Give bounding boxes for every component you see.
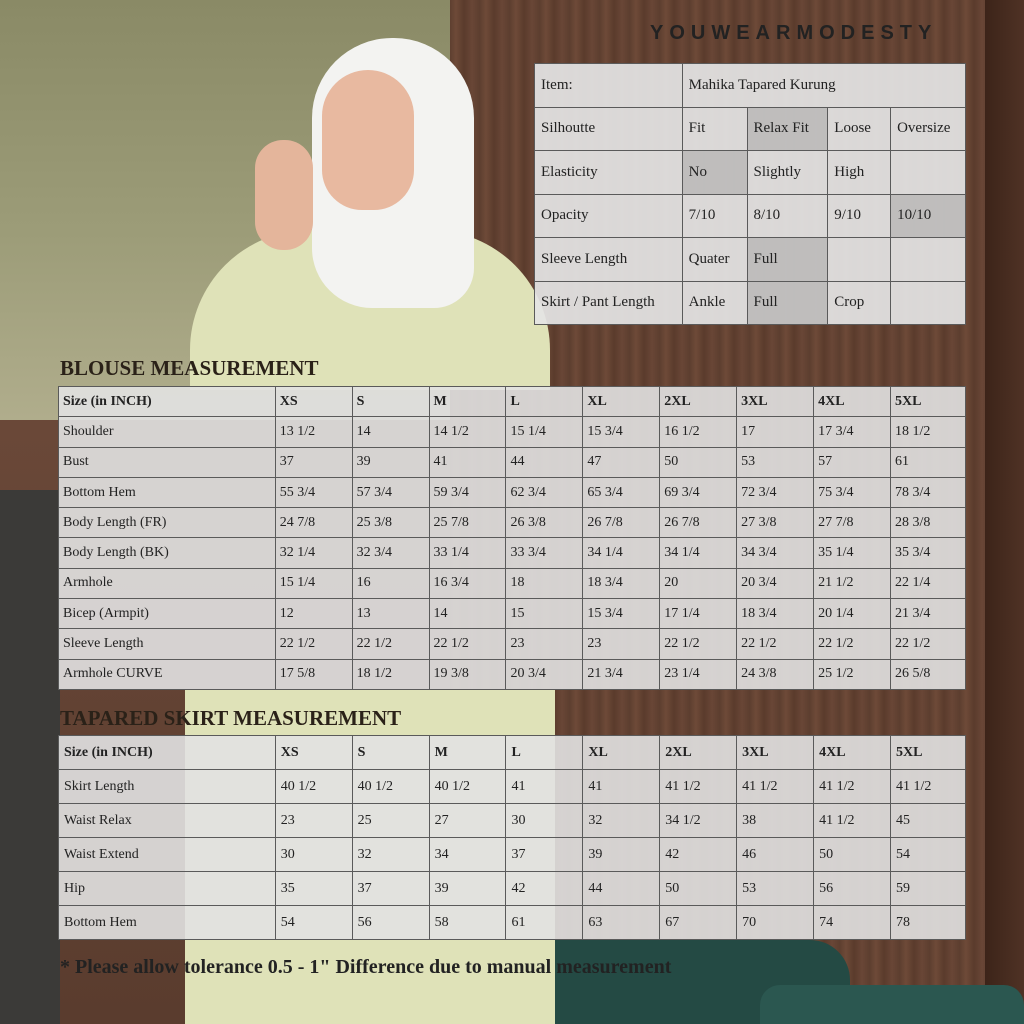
size-column-header: 5XL (891, 736, 966, 770)
measurement-label: Armhole (59, 568, 276, 598)
measurement-value: 24 7/8 (275, 508, 352, 538)
measurement-value: 32 3/4 (352, 538, 429, 568)
table-row (59, 508, 966, 538)
attribute-option: Slightly (747, 151, 828, 195)
measurement-value: 13 (352, 599, 429, 629)
size-column-header: XS (275, 387, 352, 417)
table-header-row (59, 736, 966, 770)
measurement-value: 16 3/4 (429, 568, 506, 598)
measurement-value: 15 3/4 (583, 599, 660, 629)
measurement-value: 22 1/2 (737, 629, 814, 659)
measurement-value: 44 (506, 447, 583, 477)
size-column-header: M (429, 736, 506, 770)
measurement-value: 27 3/8 (737, 508, 814, 538)
attribute-label: Sleeve Length (535, 238, 683, 282)
measurement-value: 32 1/4 (275, 538, 352, 568)
attribute-row (535, 194, 966, 238)
measurement-value: 78 3/4 (890, 477, 965, 507)
attribute-option: Crop (828, 281, 891, 325)
measurement-value: 59 (891, 872, 966, 906)
measurement-label: Body Length (FR) (59, 508, 276, 538)
measurement-value: 25 3/8 (352, 508, 429, 538)
attribute-option: Loose (828, 107, 891, 151)
blouse-section-title: BLOUSE MEASUREMENT (60, 356, 319, 380)
attribute-row (535, 281, 966, 325)
measurement-value: 13 1/2 (275, 417, 352, 447)
measurement-value: 56 (352, 906, 429, 940)
measurement-value: 20 (660, 568, 737, 598)
measurement-value: 41 1/2 (660, 770, 737, 804)
attribute-option (891, 281, 966, 325)
measurement-value: 41 1/2 (814, 770, 891, 804)
measurement-value: 39 (352, 447, 429, 477)
size-column-header: S (352, 387, 429, 417)
measurement-value: 34 3/4 (737, 538, 814, 568)
attribute-label: Elasticity (535, 151, 683, 195)
measurement-label: Bust (59, 447, 276, 477)
measurement-value: 40 1/2 (352, 770, 429, 804)
attribute-value: Mahika Tapared Kurung (682, 64, 965, 108)
measurement-value: 26 5/8 (890, 659, 965, 689)
measurement-value: 22 1/2 (814, 629, 891, 659)
measurement-value: 22 1/2 (890, 629, 965, 659)
measurement-value: 27 (429, 804, 506, 838)
size-column-header: 2XL (660, 387, 737, 417)
measurement-value: 23 (275, 804, 352, 838)
measurement-value: 32 (583, 804, 660, 838)
size-column-header: 4XL (814, 387, 891, 417)
measurement-label: Waist Extend (59, 838, 276, 872)
size-column-header: XS (275, 736, 352, 770)
table-row (59, 659, 966, 689)
measurement-value: 41 1/2 (891, 770, 966, 804)
attribute-row (535, 64, 966, 108)
measurement-value: 16 (352, 568, 429, 598)
measurement-value: 62 3/4 (506, 477, 583, 507)
table-row (59, 417, 966, 447)
measurement-value: 53 (737, 872, 814, 906)
attribute-option (891, 238, 966, 282)
measurement-value: 67 (660, 906, 737, 940)
attribute-option-selected: Relax Fit (747, 107, 828, 151)
measurement-value: 38 (737, 804, 814, 838)
measurement-value: 17 3/4 (814, 417, 891, 447)
measurement-value: 54 (275, 906, 352, 940)
measurement-value: 16 1/2 (660, 417, 737, 447)
measurement-value: 34 1/2 (660, 804, 737, 838)
measurement-value: 39 (429, 872, 506, 906)
size-unit-header: Size (in INCH) (59, 387, 276, 417)
attribute-option: Ankle (682, 281, 747, 325)
attribute-option: Quater (682, 238, 747, 282)
table-row (59, 770, 966, 804)
attribute-option-selected: Full (747, 281, 828, 325)
measurement-value: 28 3/8 (890, 508, 965, 538)
product-attributes-table (534, 63, 966, 325)
measurement-value: 35 1/4 (814, 538, 891, 568)
attribute-row (535, 107, 966, 151)
measurement-value: 18 3/4 (737, 599, 814, 629)
measurement-value: 25 1/2 (814, 659, 891, 689)
table-row (59, 872, 966, 906)
attribute-option-selected: 10/10 (891, 194, 966, 238)
measurement-value: 30 (506, 804, 583, 838)
measurement-value: 34 1/4 (660, 538, 737, 568)
measurement-value: 20 3/4 (506, 659, 583, 689)
measurement-value: 40 1/2 (429, 770, 506, 804)
measurement-value: 34 1/4 (583, 538, 660, 568)
measurement-value: 44 (583, 872, 660, 906)
attribute-option (828, 238, 891, 282)
measurement-value: 61 (890, 447, 965, 477)
table-row (59, 804, 966, 838)
attribute-option-selected: Full (747, 238, 828, 282)
attribute-label: Silhoutte (535, 107, 683, 151)
size-unit-header: Size (in INCH) (59, 736, 276, 770)
table-row (59, 838, 966, 872)
table-row (59, 447, 966, 477)
measurement-value: 69 3/4 (660, 477, 737, 507)
attribute-label: Opacity (535, 194, 683, 238)
measurement-value: 65 3/4 (583, 477, 660, 507)
measurement-value: 20 3/4 (737, 568, 814, 598)
table-header-row (59, 387, 966, 417)
attribute-row (535, 151, 966, 195)
attribute-option: 9/10 (828, 194, 891, 238)
measurement-value: 58 (429, 906, 506, 940)
tolerance-note: * Please allow tolerance 0.5 - 1" Difference due to manual measurement (60, 956, 672, 978)
measurement-value: 18 3/4 (583, 568, 660, 598)
measurement-value: 26 7/8 (583, 508, 660, 538)
measurement-value: 41 (583, 770, 660, 804)
measurement-value: 72 3/4 (737, 477, 814, 507)
measurement-label: Shoulder (59, 417, 276, 447)
table-row (59, 538, 966, 568)
measurement-label: Skirt Length (59, 770, 276, 804)
attribute-option: Oversize (891, 107, 966, 151)
measurement-value: 15 (506, 599, 583, 629)
measurement-value: 15 3/4 (583, 417, 660, 447)
measurement-value: 63 (583, 906, 660, 940)
wood-panel-edge (985, 0, 1024, 1024)
measurement-value: 17 1/4 (660, 599, 737, 629)
measurement-value: 42 (506, 872, 583, 906)
measurement-value: 18 1/2 (352, 659, 429, 689)
skirt-measurement-table (58, 735, 966, 940)
sofa-arm (760, 985, 1024, 1024)
measurement-value: 47 (583, 447, 660, 477)
furniture (0, 490, 60, 1024)
measurement-value: 50 (660, 447, 737, 477)
measurement-value: 53 (737, 447, 814, 477)
attribute-row (535, 238, 966, 282)
model-hand (255, 140, 313, 250)
measurement-value: 30 (275, 838, 352, 872)
measurement-value: 21 3/4 (583, 659, 660, 689)
size-column-header: 3XL (737, 736, 814, 770)
measurement-value: 27 7/8 (814, 508, 891, 538)
size-column-header: 3XL (737, 387, 814, 417)
size-column-header: L (506, 736, 583, 770)
table-row (59, 906, 966, 940)
attribute-option: 7/10 (682, 194, 747, 238)
measurement-value: 56 (814, 872, 891, 906)
measurement-value: 41 1/2 (814, 804, 891, 838)
table-row (59, 599, 966, 629)
measurement-value: 22 1/2 (275, 629, 352, 659)
attribute-label: Skirt / Pant Length (535, 281, 683, 325)
attribute-option: 8/10 (747, 194, 828, 238)
measurement-value: 50 (660, 872, 737, 906)
measurement-value: 57 3/4 (352, 477, 429, 507)
measurement-value: 37 (275, 447, 352, 477)
measurement-value: 23 (506, 629, 583, 659)
model-face (322, 70, 414, 210)
measurement-value: 42 (660, 838, 737, 872)
measurement-value: 35 (275, 872, 352, 906)
size-column-header: 5XL (890, 387, 965, 417)
measurement-value: 41 (506, 770, 583, 804)
size-column-header: L (506, 387, 583, 417)
measurement-label: Waist Relax (59, 804, 276, 838)
measurement-value: 33 3/4 (506, 538, 583, 568)
measurement-value: 24 3/8 (737, 659, 814, 689)
measurement-value: 74 (814, 906, 891, 940)
measurement-value: 57 (814, 447, 891, 477)
measurement-value: 18 (506, 568, 583, 598)
measurement-value: 14 (429, 599, 506, 629)
measurement-value: 12 (275, 599, 352, 629)
measurement-value: 37 (352, 872, 429, 906)
measurement-value: 21 3/4 (890, 599, 965, 629)
attribute-option (891, 151, 966, 195)
measurement-value: 78 (891, 906, 966, 940)
measurement-value: 26 3/8 (506, 508, 583, 538)
table-row (59, 568, 966, 598)
measurement-label: Bottom Hem (59, 477, 276, 507)
measurement-value: 61 (506, 906, 583, 940)
measurement-value: 45 (891, 804, 966, 838)
measurement-label: Sleeve Length (59, 629, 276, 659)
measurement-value: 75 3/4 (814, 477, 891, 507)
measurement-value: 19 3/8 (429, 659, 506, 689)
size-column-header: S (352, 736, 429, 770)
measurement-value: 15 1/4 (506, 417, 583, 447)
table-row (59, 477, 966, 507)
measurement-label: Hip (59, 872, 276, 906)
measurement-value: 18 1/2 (890, 417, 965, 447)
measurement-label: Bottom Hem (59, 906, 276, 940)
measurement-value: 37 (506, 838, 583, 872)
measurement-value: 17 (737, 417, 814, 447)
measurement-value: 26 7/8 (660, 508, 737, 538)
measurement-value: 20 1/4 (814, 599, 891, 629)
measurement-value: 35 3/4 (890, 538, 965, 568)
size-column-header: 2XL (660, 736, 737, 770)
measurement-value: 54 (891, 838, 966, 872)
measurement-value: 22 1/2 (352, 629, 429, 659)
size-column-header: 4XL (814, 736, 891, 770)
measurement-value: 70 (737, 906, 814, 940)
attribute-option: Fit (682, 107, 747, 151)
skirt-section-title: TAPARED SKIRT MEASUREMENT (60, 706, 402, 730)
size-column-header: XL (583, 736, 660, 770)
measurement-value: 40 1/2 (275, 770, 352, 804)
table-row (59, 629, 966, 659)
brand-name: YOUWEARMODESTY (650, 22, 938, 44)
measurement-label: Armhole CURVE (59, 659, 276, 689)
measurement-value: 14 (352, 417, 429, 447)
measurement-label: Bicep (Armpit) (59, 599, 276, 629)
measurement-value: 46 (737, 838, 814, 872)
measurement-value: 39 (583, 838, 660, 872)
measurement-label: Body Length (BK) (59, 538, 276, 568)
measurement-value: 15 1/4 (275, 568, 352, 598)
measurement-value: 22 1/2 (429, 629, 506, 659)
measurement-value: 14 1/2 (429, 417, 506, 447)
measurement-value: 33 1/4 (429, 538, 506, 568)
measurement-value: 32 (352, 838, 429, 872)
measurement-value: 50 (814, 838, 891, 872)
size-column-header: XL (583, 387, 660, 417)
measurement-value: 25 (352, 804, 429, 838)
size-column-header: M (429, 387, 506, 417)
measurement-value: 34 (429, 838, 506, 872)
measurement-value: 41 1/2 (737, 770, 814, 804)
blouse-measurement-table (58, 386, 966, 690)
attribute-option-selected: No (682, 151, 747, 195)
measurement-value: 21 1/2 (814, 568, 891, 598)
attribute-label: Item: (535, 64, 683, 108)
measurement-value: 17 5/8 (275, 659, 352, 689)
measurement-value: 59 3/4 (429, 477, 506, 507)
measurement-value: 55 3/4 (275, 477, 352, 507)
attribute-option: High (828, 151, 891, 195)
measurement-value: 22 1/4 (890, 568, 965, 598)
measurement-value: 25 7/8 (429, 508, 506, 538)
measurement-value: 22 1/2 (660, 629, 737, 659)
measurement-value: 23 1/4 (660, 659, 737, 689)
measurement-value: 41 (429, 447, 506, 477)
measurement-value: 23 (583, 629, 660, 659)
